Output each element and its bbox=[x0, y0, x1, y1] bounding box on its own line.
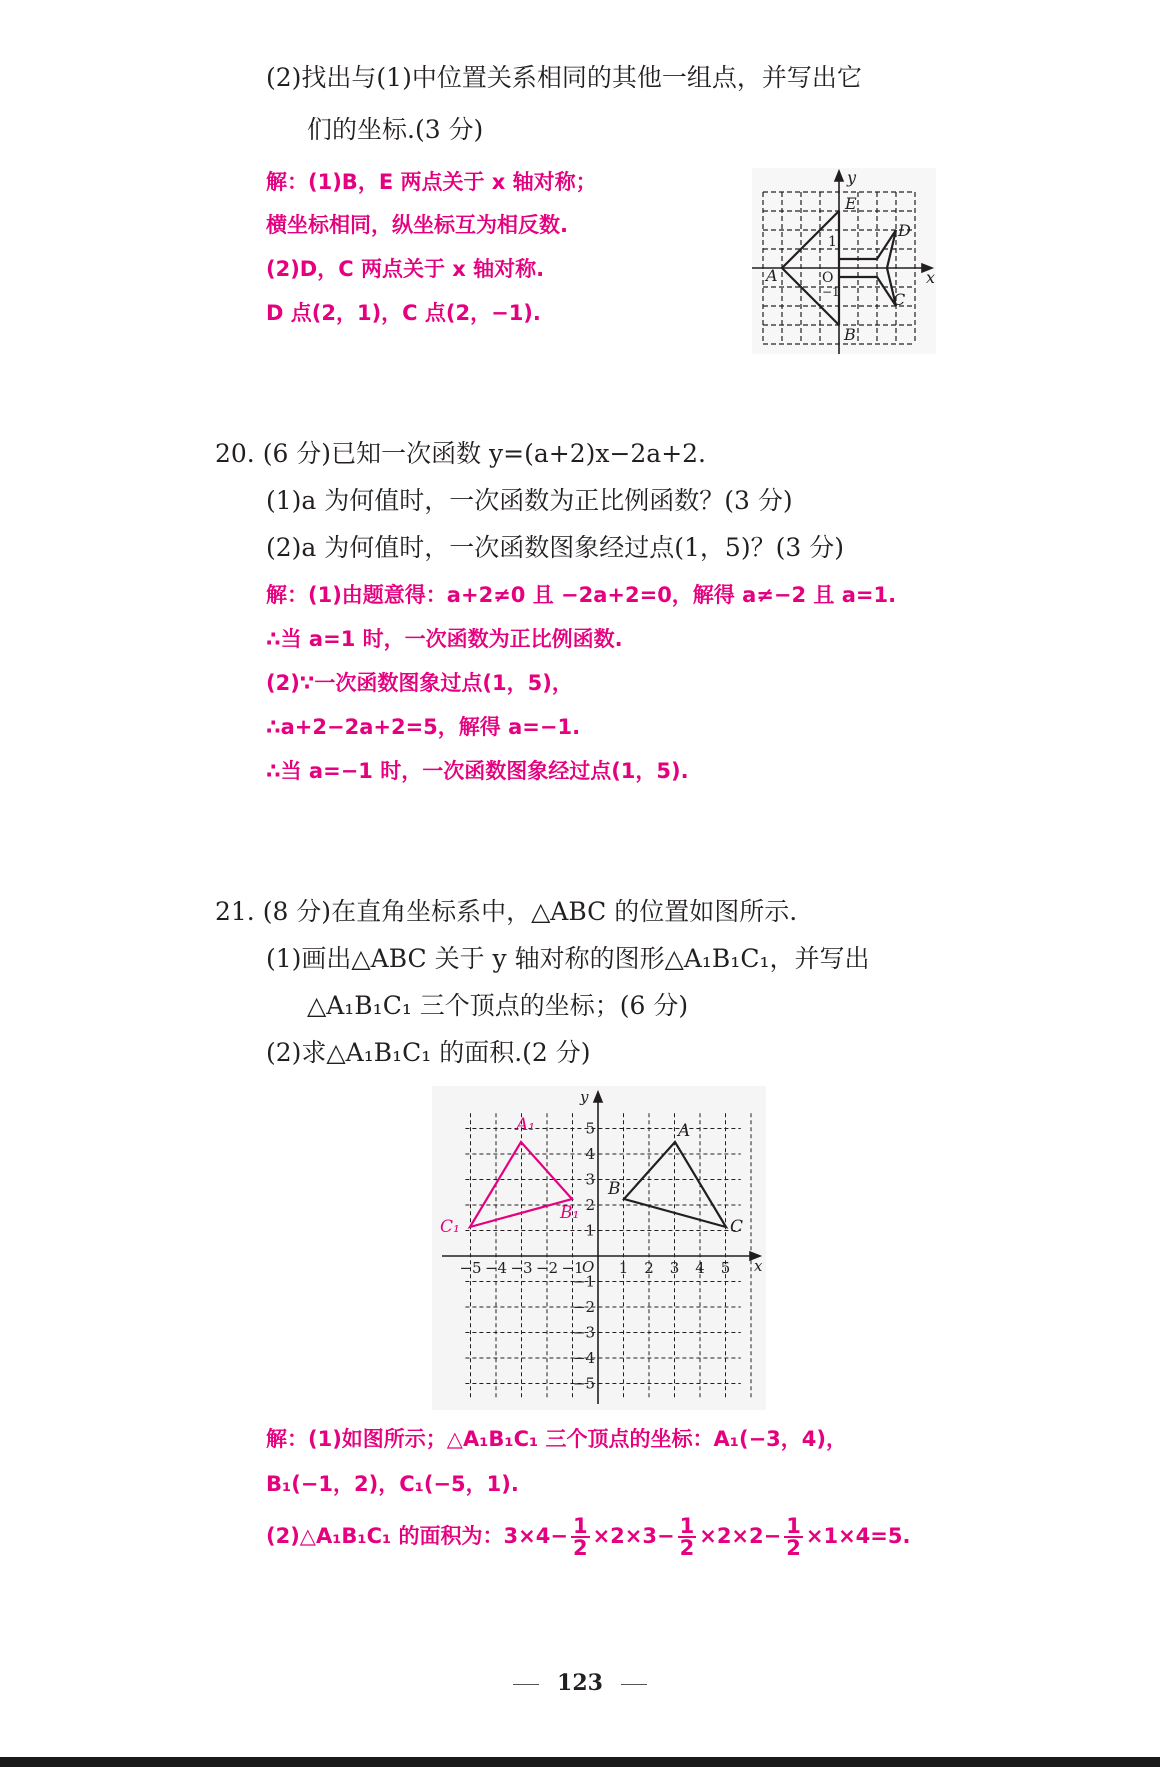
q21-answer2 bbox=[266, 1516, 910, 1558]
q21-answer1-line2: B₁(−1，2)，C₁(−5，1). bbox=[266, 1472, 519, 1496]
q20-answer-line4: ∴a+2−2a+2=5，解得 a=−1. bbox=[266, 715, 581, 739]
q21-xtick: 4 bbox=[695, 1259, 705, 1277]
q21-part1-cont: △A₁B₁C₁ 三个顶点的坐标；(6 分) bbox=[307, 991, 689, 1020]
q21-xtick: −3 bbox=[510, 1259, 533, 1277]
q21-stem: 21. (8 分)在直角坐标系中，△ABC 的位置如图所示. bbox=[215, 897, 798, 926]
q21-fraction-3: $\frac{1}{2}$ bbox=[786, 1514, 801, 1560]
q21-ytick: −3 bbox=[572, 1323, 595, 1342]
q21-xtick: 3 bbox=[669, 1259, 680, 1277]
q21-fraction-1: $\frac{1}{2}$ bbox=[572, 1514, 588, 1560]
q21-ytick: 3 bbox=[585, 1170, 595, 1189]
q21-ytick: 4 bbox=[585, 1145, 595, 1163]
page-footer bbox=[0, 1670, 1160, 1696]
q19-label-B: B bbox=[844, 325, 856, 344]
bottom-bar bbox=[0, 1757, 1160, 1767]
q20-answer-line1: 解：(1)由题意得：a+2≠0 且 −2a+2=0，解得 a≠−2 且 a=1. bbox=[266, 583, 897, 607]
q19-label-E: E bbox=[845, 194, 857, 213]
q21-xtick: 1 bbox=[618, 1259, 629, 1277]
q21-ytick: 1 bbox=[585, 1221, 595, 1240]
q21-xtick: −5 bbox=[459, 1259, 482, 1277]
q21-ytick: 2 bbox=[585, 1196, 595, 1214]
q20-answer-line3: (2)∵一次函数图象过点(1，5)， bbox=[266, 671, 573, 695]
q19-label-x: x bbox=[926, 268, 936, 287]
q21-label-B: B bbox=[608, 1179, 621, 1199]
q21-ytick: 5 bbox=[585, 1119, 595, 1138]
q19-answer-line4: D 点(2，1)，C 点(2，−1). bbox=[266, 301, 541, 325]
q19-label-C: C bbox=[893, 290, 906, 309]
q21-answer2-prefix: (2)△A₁B₁C₁ 的面积为：3×4− bbox=[266, 1524, 568, 1548]
q19-figure-svg bbox=[752, 168, 936, 354]
q20-answer-line5: ∴当 a=−1 时，一次函数图象经过点(1，5). bbox=[266, 759, 689, 783]
q21-ytick: −2 bbox=[572, 1298, 595, 1316]
q21-axis-x-label: x bbox=[754, 1257, 763, 1275]
q21-origin-label: O bbox=[582, 1258, 595, 1276]
q19-part2: (2)找出与(1)中位置关系相同的其他一组点，并写出它 bbox=[266, 63, 862, 92]
q21-fraction-2: $\frac{1}{2}$ bbox=[679, 1514, 695, 1560]
q21-answer1-line1: 解：(1)如图所示；△A₁B₁C₁ 三个顶点的坐标：A₁(−3，4)， bbox=[266, 1427, 847, 1451]
q19-label-y: y bbox=[847, 168, 857, 187]
q21-ytick: −1 bbox=[572, 1272, 595, 1291]
footer-dash-right bbox=[621, 1684, 647, 1685]
q21-ytick: −4 bbox=[572, 1349, 595, 1367]
q21-xtick: −2 bbox=[535, 1259, 559, 1277]
q19-figure bbox=[752, 168, 936, 354]
q19-label-O: O bbox=[822, 270, 834, 286]
q21-answer2-term3: ×1×4=5. bbox=[805, 1524, 911, 1548]
q21-label-C: C bbox=[730, 1217, 744, 1237]
q21-label-C1: C₁ bbox=[440, 1217, 460, 1237]
q21-answer2-term2: ×2×2− bbox=[699, 1524, 782, 1548]
q19-part2-cont: 们的坐标.(3 分) bbox=[307, 115, 484, 144]
q20-stem: 20. (6 分)已知一次函数 y=(a+2)x−2a+2. bbox=[215, 439, 707, 468]
q19-label-D: D bbox=[898, 221, 911, 240]
q21-ytick: −5 bbox=[572, 1374, 595, 1393]
q20-answer-line2: ∴当 a=1 时，一次函数为正比例函数. bbox=[266, 627, 623, 651]
q21-xtick: 2 bbox=[644, 1259, 654, 1277]
q20-part2: (2)a 为何值时，一次函数图象经过点(1，5)？(3 分) bbox=[266, 533, 844, 562]
q21-part2: (2)求△A₁B₁C₁ 的面积.(2 分) bbox=[266, 1038, 591, 1067]
q21-label-A1: A₁ bbox=[516, 1115, 536, 1135]
q19-answer-line3: (2)D，C 两点关于 x 轴对称. bbox=[266, 257, 545, 281]
q21-xtick: −4 bbox=[484, 1259, 508, 1277]
q20-part1: (1)a 为何值时，一次函数为正比例函数？(3 分) bbox=[266, 486, 793, 515]
q19-label-A: A bbox=[766, 266, 778, 285]
q21-xtick: 5 bbox=[720, 1259, 731, 1277]
q21-xtick: −1 bbox=[561, 1259, 584, 1277]
q21-answer2-term1: ×2×3− bbox=[592, 1524, 675, 1548]
q19-label-neg-one: −1 bbox=[822, 285, 840, 299]
q21-figure bbox=[432, 1086, 766, 1410]
q21-label-A: A bbox=[678, 1121, 691, 1141]
q21-label-B1: B₁ bbox=[560, 1203, 580, 1223]
footer-dash-left bbox=[513, 1684, 539, 1685]
page-number: 123 bbox=[557, 1670, 603, 1696]
q21-figure-svg bbox=[432, 1086, 766, 1410]
q19-answer-line2: 横坐标相同，纵坐标互为相反数. bbox=[266, 213, 568, 237]
q21-part1: (1)画出△ABC 关于 y 轴对称的图形△A₁B₁C₁，并写出 bbox=[266, 944, 870, 973]
q21-axis-y-label: y bbox=[580, 1088, 589, 1106]
q19-label-one: 1 bbox=[828, 234, 837, 250]
q19-answer-line1: 解：(1)B，E 两点关于 x 轴对称； bbox=[266, 170, 597, 194]
